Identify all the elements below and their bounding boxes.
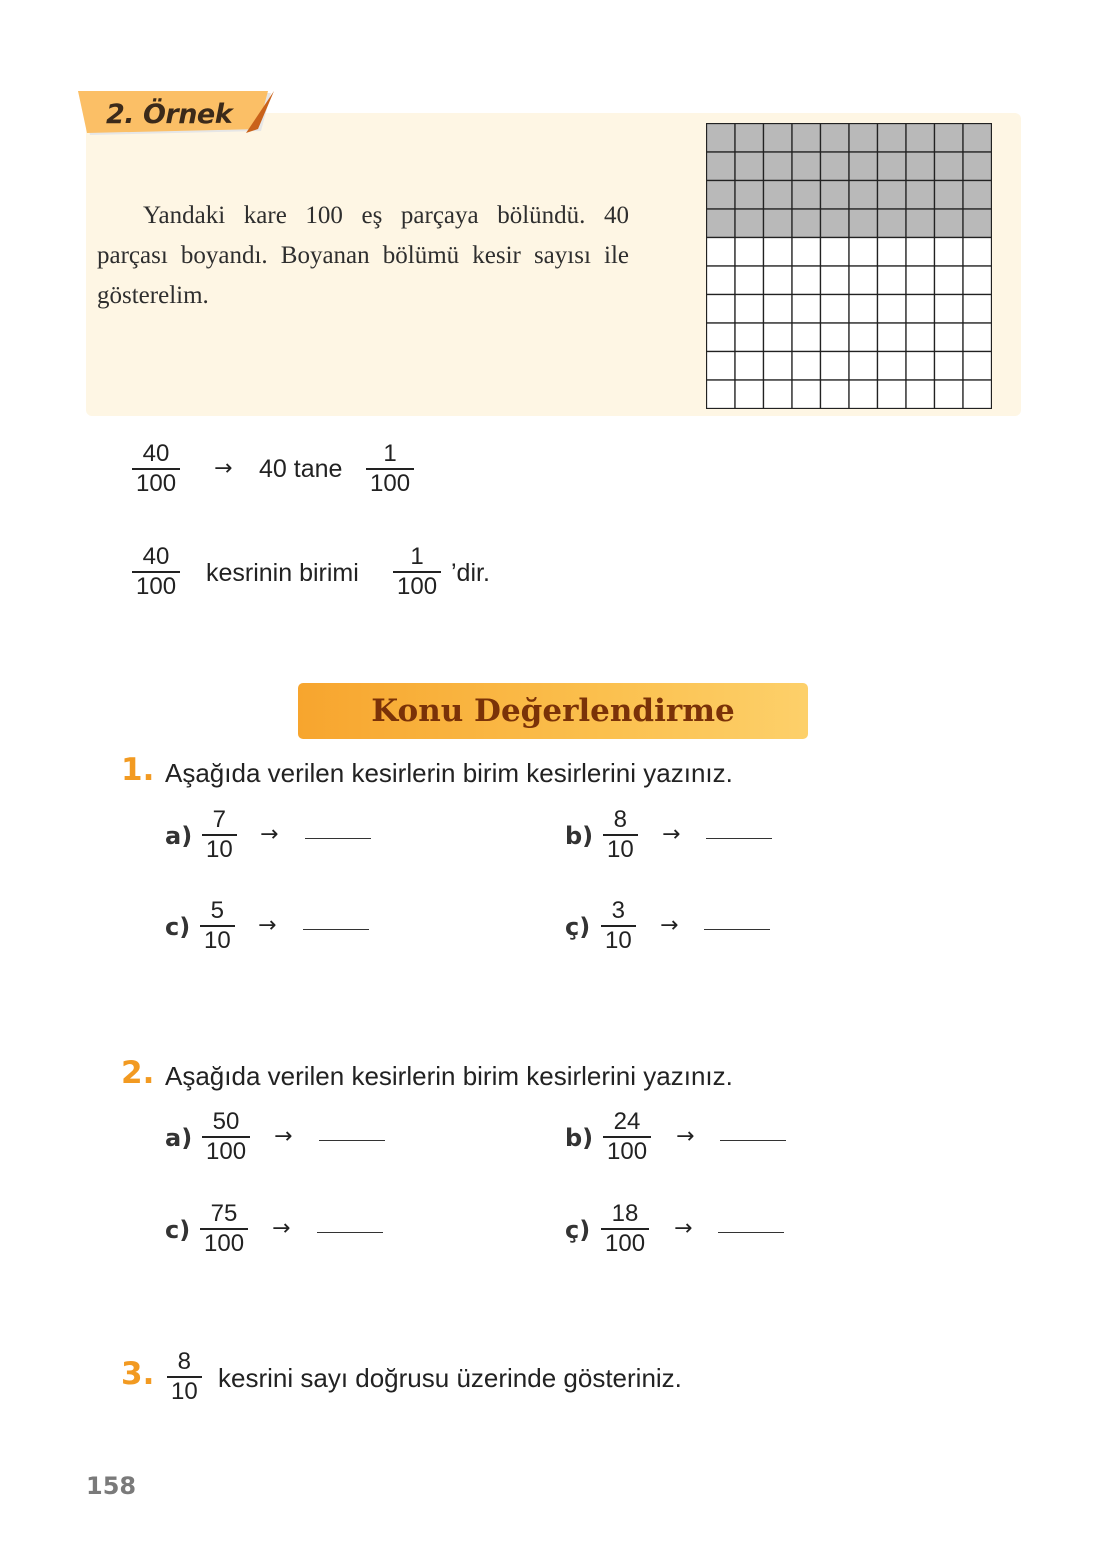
item-label: ç) [565,1216,591,1244]
fraction-denominator: 10 [605,927,632,954]
fraction-numerator: 75 [210,1200,238,1227]
item-fraction [202,806,237,864]
empty-cell [963,323,992,352]
empty-cell [935,323,964,352]
shaded-cell [735,124,764,153]
empty-cell [735,380,764,409]
empty-cell [707,295,736,324]
question-text: Aşağıda verilen kesirlerin birim kesirlerini yazınız. [165,758,733,788]
question-text: kesrini sayı doğrusu üzerinde gösteriniz. [218,1363,682,1393]
arrow-icon: → [676,1124,695,1149]
shaded-cell [906,152,935,181]
empty-cell [849,238,878,267]
fraction-numerator: 3 [611,897,626,924]
shaded-cell [764,209,793,238]
empty-cell [764,323,793,352]
fraction-40-100 [132,543,180,601]
shaded-cell [878,209,907,238]
empty-cell [878,238,907,267]
fraction-numerator: 18 [611,1200,639,1227]
empty-cell [906,352,935,381]
fraction-denominator: 100 [136,573,177,600]
item-fraction [200,1200,248,1258]
shaded-cell [764,152,793,181]
unit-fraction [393,543,441,601]
fraction-denominator: 100 [370,470,411,497]
shaded-cell [735,152,764,181]
empty-cell [707,380,736,409]
fraction-denominator: 100 [136,470,177,497]
explanation-text: kesrinin birimi [206,559,359,587]
empty-cell [849,352,878,381]
empty-cell [821,352,850,381]
fraction-numerator: 40 [142,543,170,570]
empty-cell [792,238,821,267]
empty-cell [792,352,821,381]
empty-cell [878,295,907,324]
empty-cell [878,323,907,352]
unit-fraction [366,440,414,498]
fraction-denominator: 100 [206,1138,247,1165]
empty-cell [906,266,935,295]
empty-cell [764,295,793,324]
item-label: b) [565,822,594,850]
shaded-cell [935,181,964,210]
empty-cell [906,238,935,267]
empty-cell [963,380,992,409]
item-label: a) [165,822,193,850]
empty-cell [935,238,964,267]
shaded-cell [792,152,821,181]
fraction-denominator: 10 [204,927,231,954]
shaded-cell [821,124,850,153]
fraction-numerator: 1 [410,543,424,570]
empty-cell [707,266,736,295]
shaded-cell [906,181,935,210]
empty-cell [821,238,850,267]
shaded-cell [849,124,878,153]
shaded-cell [935,124,964,153]
shaded-cell [707,152,736,181]
empty-cell [878,266,907,295]
fraction-numerator: 24 [613,1108,641,1135]
arrow-icon: → [660,913,679,938]
explanation-suffix: ’dir. [451,559,490,587]
empty-cell [849,380,878,409]
empty-cell [764,380,793,409]
item-fraction [603,1108,651,1166]
answer-blank[interactable] [319,1140,385,1141]
empty-cell [735,323,764,352]
empty-cell [764,352,793,381]
empty-cell [906,295,935,324]
shaded-cell [821,181,850,210]
arrow-icon: → [214,456,233,481]
shaded-cell [935,209,964,238]
empty-cell [849,323,878,352]
item-label: a) [165,1124,193,1152]
question-number: 3. [121,1356,155,1392]
empty-cell [935,380,964,409]
page-number: 158 [86,1472,137,1500]
arrow-icon: → [258,913,277,938]
shaded-cell [707,209,736,238]
answer-blank[interactable] [718,1232,784,1233]
shaded-cell [821,152,850,181]
empty-cell [792,323,821,352]
empty-cell [792,266,821,295]
item-label: c) [165,913,191,941]
shaded-cell [764,124,793,153]
shaded-cell [764,181,793,210]
shaded-cell [849,152,878,181]
empty-cell [935,295,964,324]
answer-blank[interactable] [704,929,770,930]
question-fraction [167,1348,202,1406]
fraction-denominator: 10 [171,1378,198,1405]
item-label: b) [565,1124,594,1152]
fraction-denominator: 100 [397,573,438,600]
shaded-cell [878,124,907,153]
item-fraction [603,806,638,864]
arrow-icon: → [674,1216,693,1241]
arrow-icon: → [260,822,279,847]
empty-cell [849,266,878,295]
empty-cell [735,352,764,381]
fraction-numerator: 40 [142,440,170,467]
item-fraction [601,1200,649,1258]
shaded-cell [849,181,878,210]
fraction-40-100 [132,440,180,498]
empty-cell [764,266,793,295]
empty-cell [764,238,793,267]
empty-cell [906,323,935,352]
empty-cell [707,352,736,381]
item-fraction [200,897,235,955]
fraction-denominator: 100 [607,1138,648,1165]
question-text: Aşağıda verilen kesirlerin birim kesirlerini yazınız. [165,1061,733,1091]
empty-cell [878,380,907,409]
empty-cell [963,238,992,267]
answer-blank[interactable] [706,838,772,839]
shaded-cell [935,152,964,181]
empty-cell [707,238,736,267]
shaded-cell [792,181,821,210]
shaded-cell [735,209,764,238]
arrow-icon: → [272,1216,291,1241]
section-title: Konu Değerlendirme [371,693,735,729]
empty-cell [821,266,850,295]
shaded-cell [878,152,907,181]
fraction-numerator: 5 [210,897,225,924]
empty-cell [906,380,935,409]
shaded-cell [906,124,935,153]
empty-cell [735,238,764,267]
fraction-denominator: 10 [607,836,634,863]
shaded-cell [963,181,992,210]
fraction-denominator: 10 [206,836,233,863]
fraction-numerator: 8 [613,806,628,833]
empty-cell [792,295,821,324]
arrow-icon: → [274,1124,293,1149]
answer-blank[interactable] [303,929,369,930]
empty-cell [878,352,907,381]
empty-cell [935,266,964,295]
shaded-cell [821,209,850,238]
hundred-grid [706,123,992,409]
item-label: ç) [565,913,591,941]
shaded-cell [963,124,992,153]
shaded-cell [906,209,935,238]
empty-cell [935,352,964,381]
example-text [97,196,629,316]
question-number: 2. [121,1055,155,1091]
empty-cell [707,323,736,352]
answer-blank[interactable] [305,838,371,839]
empty-cell [849,295,878,324]
empty-cell [735,266,764,295]
shaded-cell [707,124,736,153]
empty-cell [963,266,992,295]
shaded-cell [792,209,821,238]
example-title: 2. Örnek [106,99,233,130]
fraction-numerator: 8 [177,1348,192,1375]
item-label: c) [165,1216,191,1244]
empty-cell [792,380,821,409]
empty-cell [735,295,764,324]
shaded-cell [707,181,736,210]
item-fraction [202,1108,250,1166]
fraction-denominator: 100 [204,1230,245,1257]
empty-cell [963,295,992,324]
shaded-cell [963,209,992,238]
fraction-denominator: 100 [605,1230,646,1257]
shaded-cell [735,181,764,210]
arrow-icon: → [662,822,681,847]
empty-cell [821,323,850,352]
shaded-cell [963,152,992,181]
fraction-numerator: 50 [212,1108,240,1135]
shaded-cell [792,124,821,153]
item-fraction [601,897,636,955]
fraction-numerator: 1 [383,440,397,467]
empty-cell [821,295,850,324]
fraction-numerator: 7 [212,806,227,833]
answer-blank[interactable] [720,1140,786,1141]
empty-cell [821,380,850,409]
explanation-middle-text: 40 tane [259,455,343,483]
question-number: 1. [121,752,155,788]
example-paragraph: Yandaki kare 100 eş parçaya bölündü. 40 parçası boyandı. Boyanan bölümü kesir sayısı ile gösterelim. [97,202,629,309]
shaded-cell [849,209,878,238]
shaded-cell [878,181,907,210]
answer-blank[interactable] [317,1232,383,1233]
empty-cell [963,352,992,381]
